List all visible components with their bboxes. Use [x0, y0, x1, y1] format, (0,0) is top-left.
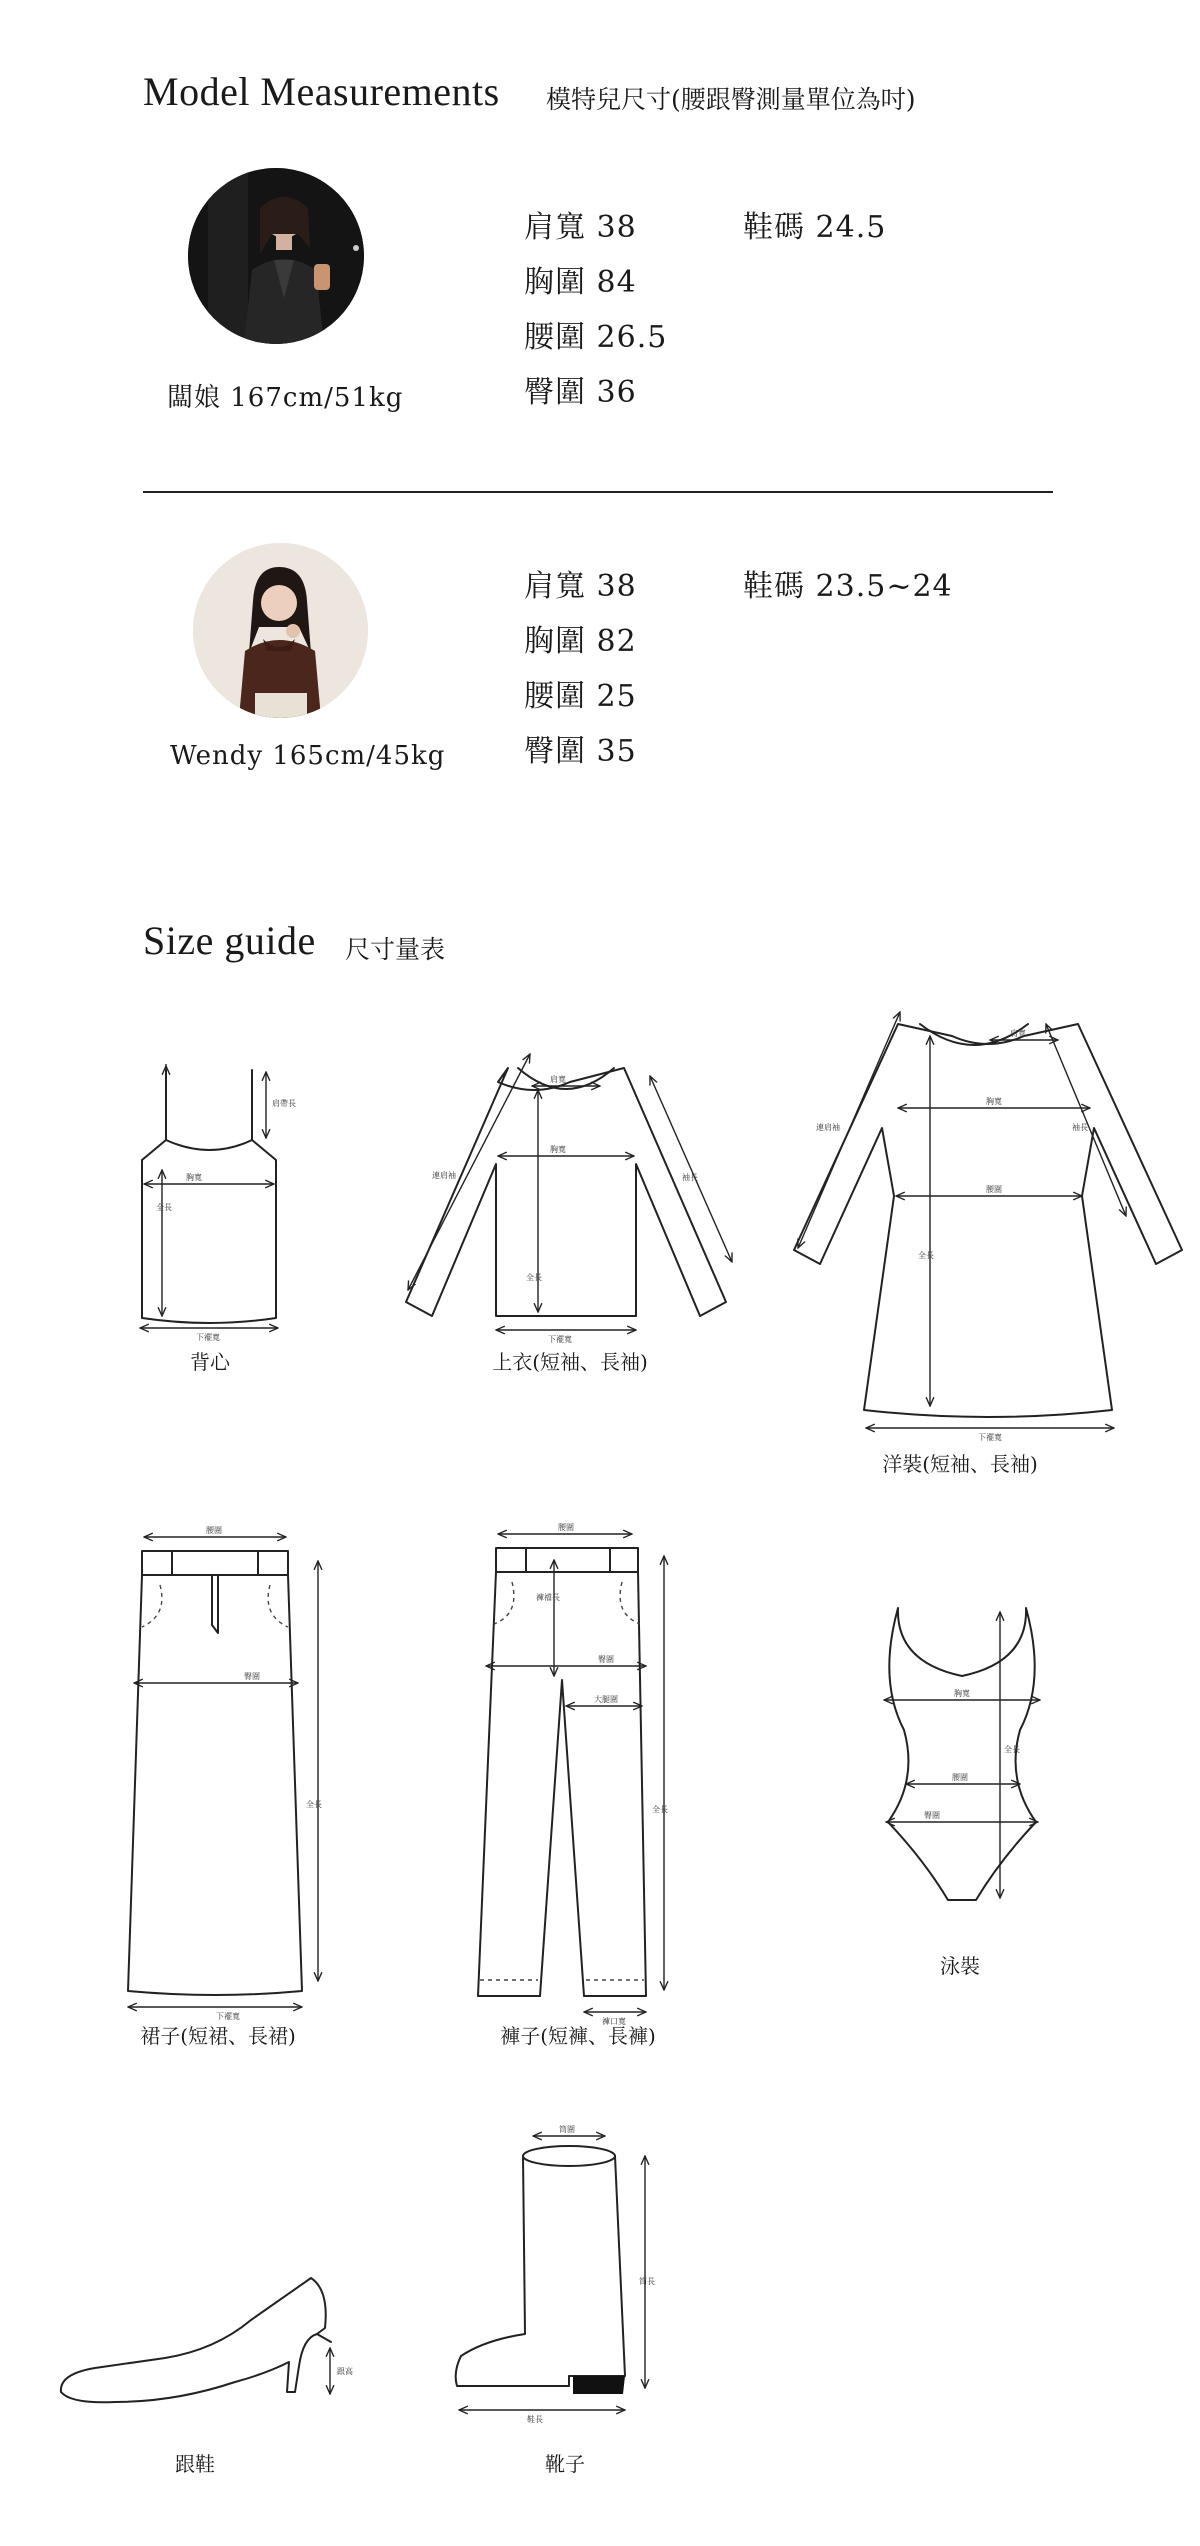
- skirt-label-length: 全長: [306, 1800, 322, 1809]
- top-label-bust: 胸寬: [550, 1145, 566, 1154]
- top-label-sleeve: 袖長: [682, 1173, 698, 1182]
- model-1-waist: 腰圍 26.5: [524, 320, 668, 355]
- dress-label-raglan: 連肩袖: [816, 1123, 840, 1132]
- swimsuit-label-waist: 腰圍: [952, 1773, 968, 1782]
- tank-label-length: 全長: [156, 1203, 172, 1212]
- dress-diagram: [790, 1000, 1130, 1440]
- pants-label-waist: 腰圍: [558, 1523, 574, 1532]
- swimsuit-caption: 泳裝: [940, 1954, 980, 1978]
- pants-label-hem: 褲口寬: [602, 2017, 626, 2026]
- boots-label-length: 鞋長: [527, 2415, 543, 2424]
- heels-label-height: 跟高: [337, 2367, 353, 2376]
- top-label-shoulder: 肩寬: [550, 1075, 566, 1084]
- boots-diagram: [445, 2120, 685, 2440]
- dress-caption: 洋裝(短袖、長袖): [882, 1452, 1038, 1476]
- model-1-bust: 胸圍 84: [524, 265, 637, 300]
- model-1-shoulder: 肩寬 38: [524, 210, 637, 245]
- skirt-label-hip: 臀圍: [244, 1672, 260, 1681]
- model-section-subtitle: 模特兒尺寸(腰跟臀測量單位為吋): [546, 85, 916, 114]
- top-label-raglan: 連肩袖: [432, 1171, 456, 1180]
- size-guide-subtitle: 尺寸量表: [345, 935, 446, 964]
- dress-label-shoulder: 肩寬: [1010, 1029, 1026, 1038]
- skirt-diagram: [120, 1525, 340, 2021]
- swimsuit-label-bust: 胸寬: [954, 1689, 970, 1698]
- pants-diagram: [470, 1520, 690, 2026]
- model-2-bust: 胸圍 82: [524, 624, 637, 659]
- boots-label-calf: 筒圍: [559, 2125, 575, 2134]
- dress-label-waist: 腰圍: [986, 1185, 1002, 1194]
- heels-caption: 跟鞋: [175, 2452, 215, 2476]
- tank-label-strap: 肩帶長: [272, 1099, 296, 1108]
- model-2-waist: 腰圍 25: [524, 679, 637, 714]
- model-2-shoulder: 肩寬 38: [524, 569, 637, 604]
- tank-top-diagram: [130, 1060, 296, 1342]
- model-section-title: Model Measurements: [143, 69, 500, 114]
- top-label-length: 全長: [526, 1273, 542, 1282]
- top-caption: 上衣(短袖、長袖): [492, 1350, 648, 1374]
- model-avatar-2: [193, 543, 368, 718]
- dress-label-hem: 下襬寬: [978, 1433, 1002, 1442]
- skirt-label-waist: 腰圍: [206, 1526, 222, 1535]
- skirt-label-hem: 下襬寬: [216, 2012, 240, 2021]
- model-avatar-1: [188, 168, 364, 344]
- dress-label-bust: 胸寬: [986, 1097, 1002, 1106]
- boots-label-shaft: 筒長: [639, 2277, 655, 2286]
- model-1-hip: 臀圍 36: [524, 375, 637, 410]
- tank-label-hem: 下襬寬: [196, 1333, 220, 1342]
- top-diagram: [400, 1040, 740, 1344]
- model-1-shoe-size: 鞋碼 24.5: [743, 210, 887, 245]
- swimsuit-label-length: 全長: [1004, 1745, 1020, 1754]
- pants-label-hip: 臀圍: [598, 1655, 614, 1664]
- skirt-caption: 裙子(短裙、長裙): [140, 2024, 296, 2048]
- model-name-2: Wendy 165cm/45kg: [170, 741, 446, 771]
- tank-label-bust: 胸寬: [186, 1173, 202, 1182]
- pants-caption: 褲子(短褲、長褲): [500, 2024, 656, 2048]
- model-2-shoe-size: 鞋碼 23.5~24: [743, 569, 953, 604]
- swimsuit-label-hip: 臀圍: [924, 1811, 940, 1820]
- size-guide-title: Size guide: [143, 918, 316, 963]
- dress-label-sleeve: 袖長: [1072, 1123, 1088, 1132]
- pants-label-thigh: 大腿圍: [594, 1695, 618, 1704]
- dress-label-length: 全長: [918, 1251, 934, 1260]
- pants-label-rise: 褲襠長: [536, 1593, 560, 1602]
- boots-caption: 靴子: [545, 2452, 585, 2476]
- pants-label-length: 全長: [652, 1805, 668, 1814]
- swimsuit-diagram: [870, 1600, 1060, 1930]
- heels-diagram: [55, 2270, 355, 2420]
- section-divider: [143, 491, 1053, 493]
- model-name-1: 闆娘 167cm/51kg: [167, 383, 404, 413]
- model-2-hip: 臀圍 35: [524, 734, 637, 769]
- top-label-hem: 下襬寬: [548, 1335, 572, 1344]
- tank-top-caption: 背心: [190, 1350, 230, 1374]
